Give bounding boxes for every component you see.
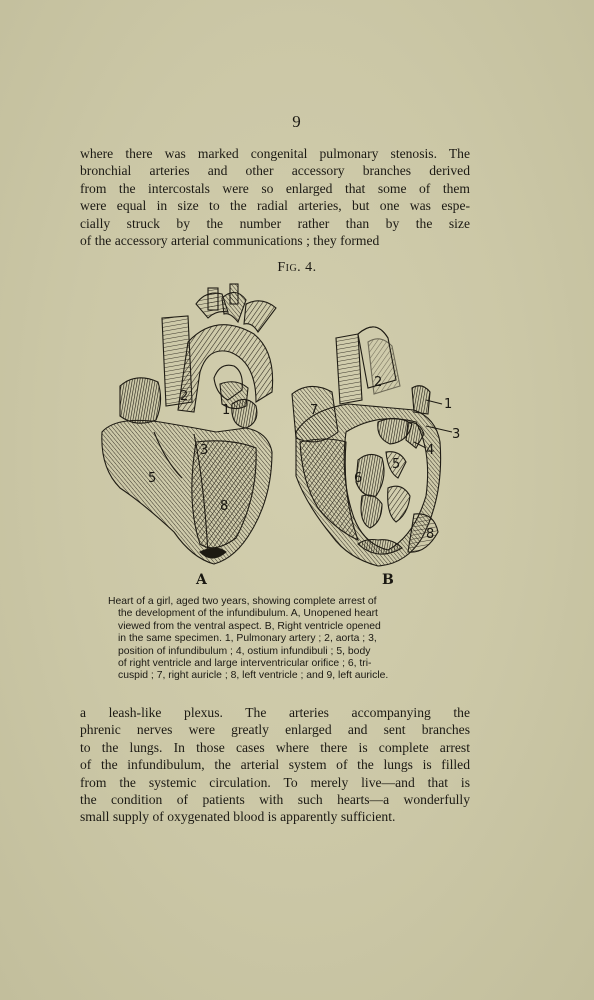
text-line: of the accessory arterial communications ; they formed <box>80 233 380 249</box>
text-line: bronchial arteries and other accessory branches derived <box>80 163 470 179</box>
text-line: from the intercostals were so enlarged that some of them <box>80 180 470 196</box>
caption-line: in the same specimen. 1, Pulmonary artery ; 2, aorta ; 3, <box>118 633 377 645</box>
panel-a-heart <box>102 284 276 564</box>
heart-illustration <box>96 282 486 592</box>
label-3: 3 <box>452 427 461 442</box>
text-line: where there was marked congenital pulmonary stenosis. The <box>80 146 470 161</box>
label-3: 3 <box>200 443 209 458</box>
text-line: of the infundibulum, the arterial system of the lungs is filled <box>80 757 470 773</box>
label-4: 4 <box>426 443 435 458</box>
label-8: 8 <box>426 527 435 542</box>
page-number: 9 <box>292 112 302 131</box>
caption-line: Heart of a girl, aged two years, showing complete arrest of <box>108 596 377 607</box>
text-line: were equal in size to the radial arteries, but one was espe- <box>80 198 470 214</box>
text-line: from the systemic circulation. To merely live—and that is <box>80 774 470 790</box>
caption-line: position of infundibulum ; 4, ostium infundibuli ; 5, body <box>118 645 371 657</box>
label-2: 2 <box>374 375 383 390</box>
figure-label: Fig. 4. <box>277 260 317 275</box>
text-line: small supply of oxygenated blood is apparently sufficient. <box>80 809 396 825</box>
text-line: to the lungs. In those cases where there is complete arrest <box>80 739 470 755</box>
label-7: 7 <box>310 403 319 418</box>
bottom-paragraph <box>80 704 470 826</box>
label-1: 1 <box>444 397 453 412</box>
caption-line: the development of the infundibulum. A, Unopened heart <box>118 608 378 620</box>
panel-b-heart <box>292 327 441 566</box>
label-2: 2 <box>180 389 189 404</box>
label-6: 6 <box>354 471 363 486</box>
caption-line: of right ventricle and large interventricular orifice ; 6, tri- <box>118 658 372 670</box>
label-1: 1 <box>222 403 231 418</box>
text-line: a leash-like plexus. The arteries accompanying the <box>80 705 470 720</box>
caption-line: viewed from the ventral aspect. B, Right ventricle opened <box>118 620 381 632</box>
label-5: 5 <box>392 457 401 472</box>
text-line: phrenic nerves were greatly enlarged and sent branches <box>80 722 470 738</box>
panel-b-letter: B <box>382 572 394 588</box>
text-line: the condition of patients with such hearts—a wonderfully <box>80 792 470 808</box>
top-paragraph <box>80 145 470 249</box>
figure-caption <box>108 596 474 683</box>
label-8: 8 <box>220 499 229 514</box>
caption-line: cuspid ; 7, right auricle ; 8, left ventricle ; and 9, left auricle. <box>118 670 389 682</box>
panel-a-letter: A <box>196 572 207 588</box>
text-line: cially struck by the number rather than by the size <box>80 215 470 231</box>
label-5: 5 <box>148 471 157 486</box>
